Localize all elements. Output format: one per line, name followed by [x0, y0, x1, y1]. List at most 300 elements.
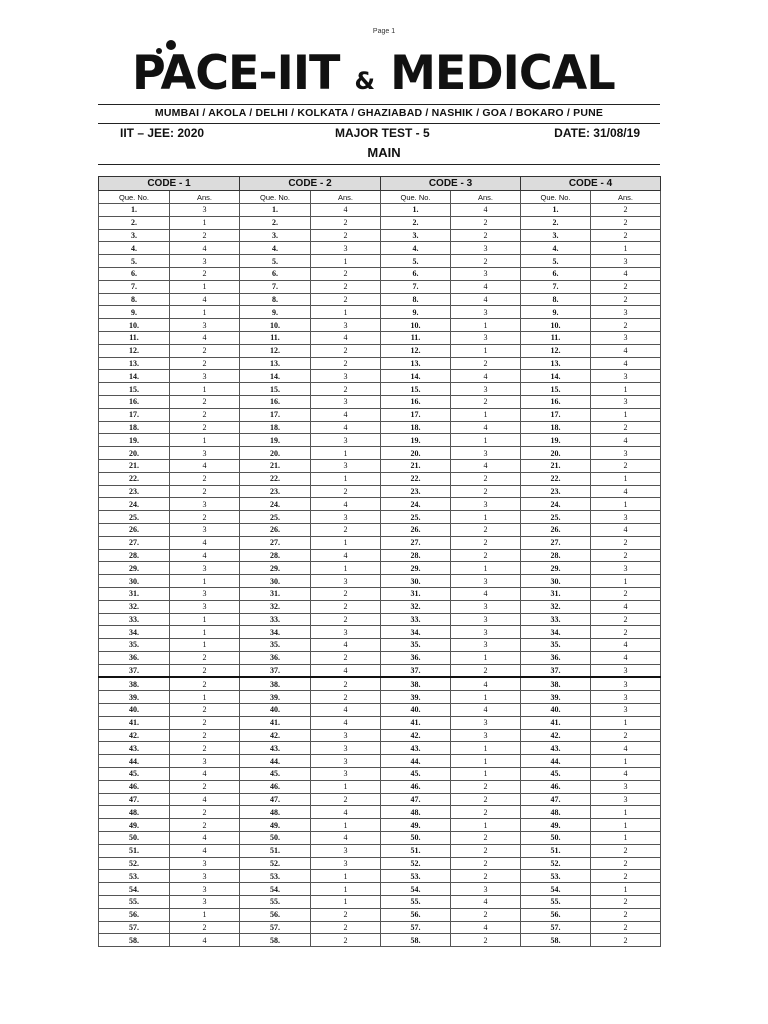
table-row	[99, 600, 661, 613]
answer-value: 4	[311, 639, 381, 652]
question-number: 54.	[240, 883, 311, 896]
answer-value: 2	[170, 421, 240, 434]
answer-value: 4	[591, 344, 661, 357]
question-number: 22.	[240, 472, 311, 485]
answer-key-table	[98, 176, 661, 947]
table-row	[99, 664, 661, 677]
answer-value: 2	[170, 806, 240, 819]
question-number: 1.	[381, 204, 451, 217]
question-number: 37.	[521, 664, 591, 677]
question-number: 43.	[99, 742, 170, 755]
question-number: 47.	[99, 793, 170, 806]
table-row	[99, 242, 661, 255]
answer-value: 1	[591, 242, 661, 255]
question-number: 45.	[99, 768, 170, 781]
table-row	[99, 511, 661, 524]
answer-value: 2	[170, 511, 240, 524]
answer-value: 3	[311, 626, 381, 639]
answer-value: 2	[170, 229, 240, 242]
answer-value: 1	[451, 434, 521, 447]
question-number: 11.	[381, 331, 451, 344]
ans-header: Ans.	[311, 191, 381, 204]
answer-value: 2	[311, 485, 381, 498]
question-number: 50.	[381, 832, 451, 845]
question-number: 1.	[521, 204, 591, 217]
answer-value: 3	[591, 793, 661, 806]
answer-value: 2	[451, 934, 521, 947]
answer-value: 2	[170, 472, 240, 485]
table-row	[99, 255, 661, 268]
answer-value: 2	[591, 934, 661, 947]
answer-value: 1	[170, 434, 240, 447]
question-number: 33.	[521, 613, 591, 626]
question-number: 39.	[240, 691, 311, 704]
answer-value: 4	[591, 742, 661, 755]
test-date: DATE: 31/08/19	[554, 126, 640, 140]
table-row	[99, 651, 661, 664]
divider	[98, 104, 660, 105]
answer-value: 2	[451, 229, 521, 242]
table-row	[99, 793, 661, 806]
answer-value: 3	[311, 575, 381, 588]
question-number: 16.	[381, 395, 451, 408]
answer-value: 3	[170, 447, 240, 460]
answer-value: 4	[311, 716, 381, 729]
table-row	[99, 626, 661, 639]
answer-value: 2	[311, 280, 381, 293]
answer-value: 3	[451, 267, 521, 280]
question-number: 8.	[521, 293, 591, 306]
answer-value: 1	[591, 472, 661, 485]
answer-value: 3	[170, 370, 240, 383]
question-number: 41.	[381, 716, 451, 729]
table-row	[99, 370, 661, 383]
answer-value: 4	[451, 293, 521, 306]
question-number: 3.	[381, 229, 451, 242]
question-number: 42.	[521, 729, 591, 742]
divider	[98, 164, 660, 165]
answer-value: 1	[591, 575, 661, 588]
answer-value: 4	[451, 896, 521, 909]
question-number: 14.	[521, 370, 591, 383]
question-number: 17.	[99, 408, 170, 421]
logo-text	[132, 46, 615, 101]
question-number: 53.	[240, 870, 311, 883]
question-number: 28.	[240, 549, 311, 562]
answer-value: 1	[451, 562, 521, 575]
question-number: 29.	[240, 562, 311, 575]
answer-value: 2	[311, 793, 381, 806]
question-number: 5.	[99, 255, 170, 268]
question-number: 56.	[240, 908, 311, 921]
question-number: 46.	[521, 780, 591, 793]
answer-value: 1	[311, 819, 381, 832]
question-number: 31.	[381, 587, 451, 600]
answer-value: 1	[591, 716, 661, 729]
question-number: 42.	[240, 729, 311, 742]
table-row	[99, 639, 661, 652]
answer-value: 2	[170, 485, 240, 498]
question-number: 45.	[240, 768, 311, 781]
question-number: 13.	[240, 357, 311, 370]
answer-value: 1	[170, 575, 240, 588]
question-number: 58.	[240, 934, 311, 947]
answer-value: 2	[591, 216, 661, 229]
table-row	[99, 575, 661, 588]
question-number: 22.	[381, 472, 451, 485]
table-row	[99, 704, 661, 717]
answer-value: 2	[451, 908, 521, 921]
table-row	[99, 280, 661, 293]
question-number: 45.	[521, 768, 591, 781]
question-number: 3.	[99, 229, 170, 242]
answer-value: 1	[170, 908, 240, 921]
answer-value: 3	[591, 562, 661, 575]
answer-value: 1	[311, 896, 381, 909]
answer-value: 3	[591, 511, 661, 524]
answer-value: 2	[170, 677, 240, 690]
answer-value: 3	[451, 575, 521, 588]
answer-value: 4	[591, 600, 661, 613]
question-number: 13.	[99, 357, 170, 370]
answer-value: 2	[311, 344, 381, 357]
question-number: 27.	[240, 536, 311, 549]
logo-tail: MEDICAL	[390, 46, 615, 101]
answer-value: 3	[170, 562, 240, 575]
answer-value: 4	[451, 370, 521, 383]
answer-value: 2	[311, 383, 381, 396]
answer-value: 4	[311, 549, 381, 562]
table-row	[99, 395, 661, 408]
question-number: 44.	[99, 755, 170, 768]
answer-value: 2	[591, 319, 661, 332]
answer-value: 3	[451, 331, 521, 344]
answer-value: 1	[451, 755, 521, 768]
question-number: 26.	[521, 523, 591, 536]
answer-value: 3	[451, 613, 521, 626]
question-number: 34.	[99, 626, 170, 639]
answer-value: 1	[311, 472, 381, 485]
question-number: 20.	[381, 447, 451, 460]
table-row	[99, 319, 661, 332]
answer-value: 1	[451, 819, 521, 832]
answer-value: 3	[311, 729, 381, 742]
answer-value: 3	[451, 306, 521, 319]
question-number: 23.	[521, 485, 591, 498]
answer-value: 2	[451, 357, 521, 370]
test-name: MAJOR TEST - 5	[335, 126, 430, 140]
question-number: 52.	[99, 857, 170, 870]
answer-value: 4	[170, 536, 240, 549]
question-number: 34.	[381, 626, 451, 639]
question-number: 56.	[99, 908, 170, 921]
question-number: 6.	[240, 267, 311, 280]
question-number: 58.	[521, 934, 591, 947]
answer-value: 4	[170, 293, 240, 306]
question-number: 24.	[99, 498, 170, 511]
answer-value: 4	[451, 204, 521, 217]
answer-value: 1	[170, 306, 240, 319]
question-number: 14.	[99, 370, 170, 383]
answer-value: 2	[591, 921, 661, 934]
question-number: 16.	[99, 395, 170, 408]
table-row	[99, 357, 661, 370]
answer-value: 2	[591, 587, 661, 600]
question-number: 10.	[99, 319, 170, 332]
question-number: 22.	[99, 472, 170, 485]
answer-value: 2	[311, 677, 381, 690]
question-number: 42.	[99, 729, 170, 742]
answer-value: 2	[591, 870, 661, 883]
answer-value: 2	[591, 459, 661, 472]
question-number: 32.	[521, 600, 591, 613]
table-row	[99, 716, 661, 729]
answer-value: 2	[170, 780, 240, 793]
question-number: 57.	[521, 921, 591, 934]
answer-value: 4	[591, 357, 661, 370]
question-number: 4.	[240, 242, 311, 255]
question-number: 53.	[99, 870, 170, 883]
answer-value: 1	[311, 306, 381, 319]
answer-value: 1	[451, 511, 521, 524]
answer-value: 3	[170, 498, 240, 511]
question-number: 56.	[381, 908, 451, 921]
answer-value: 1	[591, 832, 661, 845]
answer-value: 3	[170, 857, 240, 870]
question-number: 20.	[521, 447, 591, 460]
question-number: 26.	[99, 523, 170, 536]
question-number: 43.	[521, 742, 591, 755]
table-row	[99, 844, 661, 857]
question-number: 25.	[240, 511, 311, 524]
code-header: CODE - 4	[521, 177, 661, 191]
answer-value: 2	[170, 729, 240, 742]
code-header: CODE - 2	[240, 177, 381, 191]
answer-value: 4	[170, 844, 240, 857]
table-row	[99, 536, 661, 549]
question-number: 41.	[99, 716, 170, 729]
question-number: 54.	[381, 883, 451, 896]
pace-logo	[128, 40, 638, 100]
answer-value: 2	[311, 267, 381, 280]
question-number: 15.	[521, 383, 591, 396]
question-number: 10.	[240, 319, 311, 332]
answer-value: 2	[591, 857, 661, 870]
question-number: 8.	[99, 293, 170, 306]
question-number: 16.	[240, 395, 311, 408]
answer-value: 3	[451, 600, 521, 613]
question-number: 56.	[521, 908, 591, 921]
question-number: 5.	[381, 255, 451, 268]
answer-value: 4	[170, 459, 240, 472]
question-number: 27.	[521, 536, 591, 549]
table-row	[99, 921, 661, 934]
question-number: 48.	[99, 806, 170, 819]
question-number: 49.	[521, 819, 591, 832]
answer-value: 2	[591, 729, 661, 742]
answer-value: 3	[591, 691, 661, 704]
question-number: 37.	[240, 664, 311, 677]
question-number: 12.	[240, 344, 311, 357]
question-number: 44.	[521, 755, 591, 768]
answer-value: 4	[591, 267, 661, 280]
answer-value: 1	[451, 691, 521, 704]
answer-value: 2	[451, 870, 521, 883]
answer-value: 2	[170, 819, 240, 832]
question-number: 28.	[521, 549, 591, 562]
table-row	[99, 229, 661, 242]
question-number: 18.	[99, 421, 170, 434]
answer-value: 1	[311, 255, 381, 268]
answer-value: 2	[311, 651, 381, 664]
answer-value: 1	[451, 344, 521, 357]
question-number: 22.	[521, 472, 591, 485]
question-number: 3.	[240, 229, 311, 242]
question-number: 10.	[521, 319, 591, 332]
answer-value: 4	[311, 498, 381, 511]
question-number: 36.	[381, 651, 451, 664]
question-number: 8.	[240, 293, 311, 306]
answer-value: 1	[170, 383, 240, 396]
question-number: 14.	[240, 370, 311, 383]
question-number: 25.	[381, 511, 451, 524]
question-number: 54.	[99, 883, 170, 896]
answer-value: 3	[591, 704, 661, 717]
question-number: 18.	[521, 421, 591, 434]
answer-value: 3	[591, 255, 661, 268]
question-number: 19.	[381, 434, 451, 447]
answer-value: 2	[170, 664, 240, 677]
answer-value: 3	[591, 306, 661, 319]
question-number: 4.	[99, 242, 170, 255]
question-number: 21.	[240, 459, 311, 472]
answer-value: 2	[311, 293, 381, 306]
question-number: 47.	[521, 793, 591, 806]
answer-value: 4	[591, 485, 661, 498]
question-number: 39.	[521, 691, 591, 704]
code-header: CODE - 1	[99, 177, 240, 191]
answer-value: 3	[311, 755, 381, 768]
answer-value: 2	[451, 780, 521, 793]
answer-value: 2	[451, 793, 521, 806]
que-no-header: Que. No.	[99, 191, 170, 204]
answer-value: 2	[591, 613, 661, 626]
answer-value: 4	[451, 421, 521, 434]
question-number: 47.	[240, 793, 311, 806]
answer-value: 2	[451, 472, 521, 485]
question-number: 19.	[99, 434, 170, 447]
question-number: 40.	[240, 704, 311, 717]
question-number: 2.	[240, 216, 311, 229]
answer-value: 3	[170, 600, 240, 613]
answer-value: 4	[591, 651, 661, 664]
question-number: 39.	[381, 691, 451, 704]
answer-value: 1	[170, 626, 240, 639]
answer-value: 4	[311, 704, 381, 717]
question-number: 43.	[381, 742, 451, 755]
answer-value: 3	[170, 255, 240, 268]
question-number: 42.	[381, 729, 451, 742]
question-number: 15.	[99, 383, 170, 396]
question-number: 29.	[381, 562, 451, 575]
table-row	[99, 459, 661, 472]
answer-value: 3	[451, 242, 521, 255]
answer-value: 1	[170, 691, 240, 704]
question-number: 11.	[99, 331, 170, 344]
answer-value: 1	[451, 742, 521, 755]
question-number: 15.	[381, 383, 451, 396]
table-row	[99, 819, 661, 832]
question-number: 55.	[381, 896, 451, 909]
que-no-header: Que. No.	[240, 191, 311, 204]
answer-value: 1	[451, 319, 521, 332]
question-number: 7.	[521, 280, 591, 293]
answer-value: 1	[170, 280, 240, 293]
answer-value: 2	[170, 716, 240, 729]
answer-value: 4	[170, 832, 240, 845]
answer-value: 2	[170, 704, 240, 717]
question-number: 23.	[381, 485, 451, 498]
question-number: 57.	[99, 921, 170, 934]
answer-value: 1	[170, 613, 240, 626]
answer-value: 2	[170, 357, 240, 370]
answer-value: 2	[170, 651, 240, 664]
table-row	[99, 857, 661, 870]
answer-value: 4	[451, 677, 521, 690]
question-number: 35.	[99, 639, 170, 652]
table-row	[99, 472, 661, 485]
question-number: 35.	[381, 639, 451, 652]
question-number: 44.	[240, 755, 311, 768]
table-row	[99, 742, 661, 755]
ans-header: Ans.	[170, 191, 240, 204]
question-number: 52.	[240, 857, 311, 870]
answer-value: 4	[591, 523, 661, 536]
question-number: 46.	[99, 780, 170, 793]
question-number: 17.	[381, 408, 451, 421]
table-row	[99, 934, 661, 947]
answer-value: 2	[311, 613, 381, 626]
question-number: 49.	[240, 819, 311, 832]
question-number: 37.	[99, 664, 170, 677]
question-number: 4.	[381, 242, 451, 255]
answer-value: 4	[311, 408, 381, 421]
answer-value: 3	[311, 459, 381, 472]
answer-value: 3	[170, 319, 240, 332]
table-row	[99, 896, 661, 909]
question-number: 32.	[381, 600, 451, 613]
question-number: 48.	[521, 806, 591, 819]
answer-value: 1	[311, 870, 381, 883]
answer-value: 1	[311, 780, 381, 793]
question-number: 50.	[240, 832, 311, 845]
table-row	[99, 613, 661, 626]
question-number: 46.	[240, 780, 311, 793]
question-number: 38.	[99, 677, 170, 690]
answer-value: 3	[311, 395, 381, 408]
question-number: 39.	[99, 691, 170, 704]
question-number: 28.	[381, 549, 451, 562]
question-number: 57.	[240, 921, 311, 934]
answer-value: 3	[451, 729, 521, 742]
question-number: 30.	[381, 575, 451, 588]
page-label: Page 1	[372, 28, 396, 35]
question-number: 55.	[240, 896, 311, 909]
table-row	[99, 768, 661, 781]
question-number: 45.	[381, 768, 451, 781]
question-number: 12.	[381, 344, 451, 357]
table-row	[99, 908, 661, 921]
